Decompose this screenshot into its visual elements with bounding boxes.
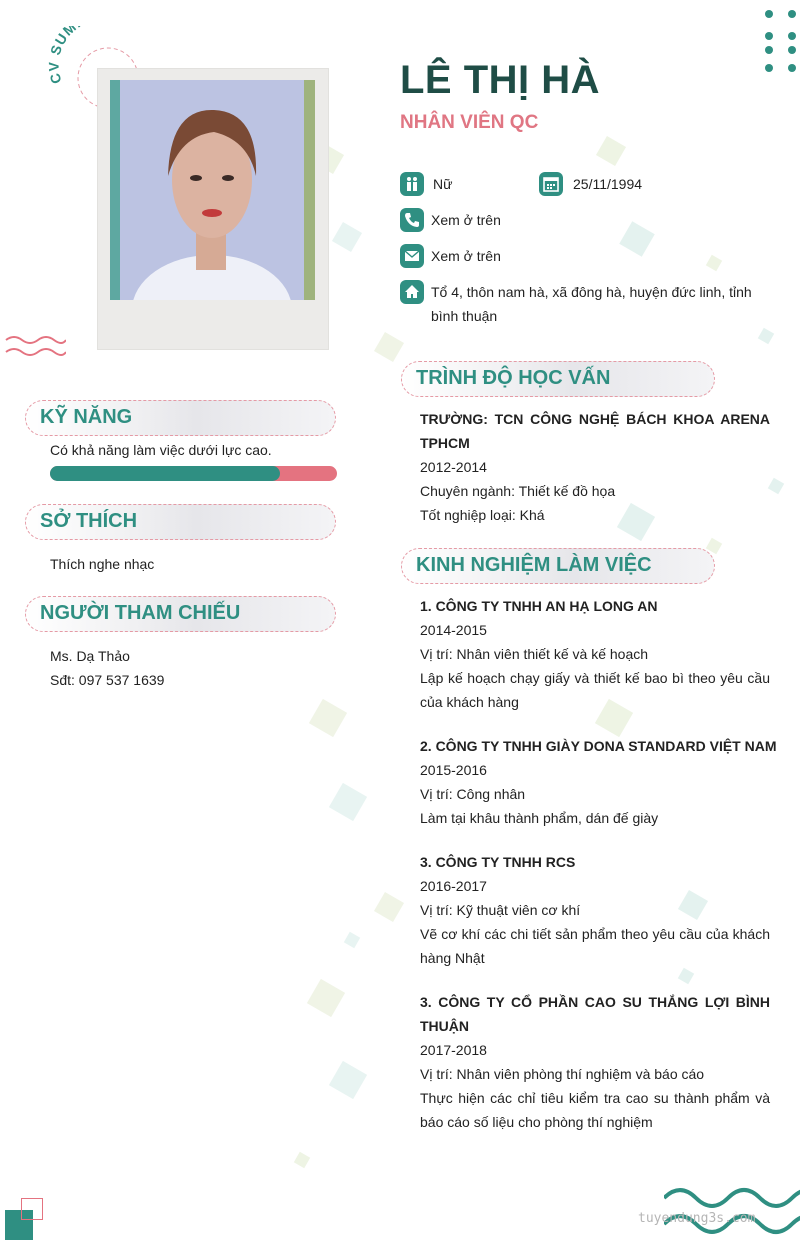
hobbies-heading-box: [25, 504, 336, 540]
phone-value: Xem ở trên: [431, 212, 501, 228]
job4-desc-line2: báo cáo số liệu cho phòng thí nghiệm: [420, 1114, 653, 1130]
references-heading: NGƯỜI THAM CHIẾU: [40, 602, 241, 624]
job4-company-line2: THUẬN: [420, 1018, 469, 1034]
experience-heading-box: [401, 548, 715, 584]
job1-desc-line1: Lập kế hoạch chạy giấy và thiết kế bao bì theo yêu cầu: [420, 670, 770, 686]
skills-heading-box: [25, 400, 336, 436]
job3-company: 3. CÔNG TY TNHH RCS: [420, 854, 576, 870]
references-heading-box: [25, 596, 336, 632]
experience-heading: KINH NGHIỆM LÀM VIỆC: [416, 554, 652, 576]
education-heading-box: [401, 361, 715, 397]
education-school-line2: TPHCM: [420, 435, 470, 451]
job3-position: Vị trí: Kỹ thuật viên cơ khí: [420, 902, 581, 918]
photo-edge-left: [110, 80, 120, 300]
cv-summary-text: C SUM: [48, 26, 80, 86]
corner-square-decoration: [5, 1198, 45, 1240]
photo-edge-right: [304, 80, 315, 300]
calendar-icon: [539, 172, 563, 196]
job1-desc-line2: của khách hàng: [420, 694, 519, 710]
email-value: Xem ở trên: [431, 248, 501, 264]
job2-position: Vị trí: Công nhân: [420, 786, 526, 802]
job4-desc-line1: Thực hiện các chỉ tiêu kiểm tra cao su thành phẩm và: [420, 1090, 770, 1106]
job2-years: 2015-2016: [420, 762, 487, 778]
hobby-item: Thích nghe nhạc: [50, 556, 155, 572]
candidate-name: LÊ THỊ HÀ: [400, 58, 601, 102]
education-heading: TRÌNH ĐỘ HỌC VẤN: [416, 367, 611, 389]
email-icon: [400, 244, 424, 268]
job-title: NHÂN VIÊN QC: [400, 112, 539, 133]
job2-desc-line1: Làm tại khâu thành phẩm, dán đế giày: [420, 810, 659, 826]
job1-company: 1. CÔNG TY TNHH AN HẠ LONG AN: [420, 598, 658, 614]
job1-position: Vị trí: Nhân viên thiết kế và kế hoạch: [420, 646, 649, 662]
profile-photo: [110, 80, 315, 300]
gender-value: Nữ: [433, 176, 453, 192]
job3-years: 2016-2017: [420, 878, 487, 894]
reference-phone: Sđt: 097 537 1639: [50, 672, 165, 688]
skills-heading: KỸ NĂNG: [40, 406, 133, 428]
phone-icon: [400, 208, 424, 232]
skill-item: Có khả năng làm việc dưới lực cao.: [50, 442, 272, 458]
job1-years: 2014-2015: [420, 622, 487, 638]
education-school-line1: TRƯỜNG: TCN CÔNG NGHỆ BÁCH KHOA ARENA: [420, 411, 770, 427]
education-major: Chuyên ngành: Thiết kế đồ họa: [420, 483, 616, 499]
hobbies-heading: SỞ THÍCH: [40, 510, 138, 532]
job4-company-line1: 3. CÔNG TY CỔ PHẦN CAO SU THẮNG LỢI BÌNH: [420, 994, 770, 1010]
education-grade: Tốt nghiệp loại: Khá: [420, 507, 545, 523]
skill-bar-fill: [50, 466, 280, 481]
job4-position: Vị trí: Nhân viên phòng thí nghiệm và báo cáo: [420, 1066, 705, 1082]
education-years: 2012-2014: [420, 459, 487, 475]
birthday-value: 25/11/1994: [573, 176, 643, 192]
watermark: tuyendung3s.com: [638, 1211, 756, 1226]
home-icon: [400, 280, 424, 304]
wave-decoration: [4, 334, 66, 369]
job3-desc-line1: Vẽ cơ khí các chi tiết sản phẩm theo yêu cầu của khách: [420, 926, 770, 942]
gender-icon: [400, 172, 424, 196]
address-line1: Tổ 4, thôn nam hà, xã đông hà, huyện đức linh, tỉnh: [431, 284, 752, 300]
job3-desc-line2: hàng Nhật: [420, 950, 485, 966]
reference-name: Ms. Dạ Thảo: [50, 648, 130, 664]
job4-years: 2017-2018: [420, 1042, 487, 1058]
address-line2: bình thuận: [431, 308, 498, 324]
job2-company: 2. CÔNG TY TNHH GIÀY DONA STANDARD VIỆT NAM: [420, 738, 777, 754]
wave-decoration-bottom: [664, 1178, 800, 1240]
